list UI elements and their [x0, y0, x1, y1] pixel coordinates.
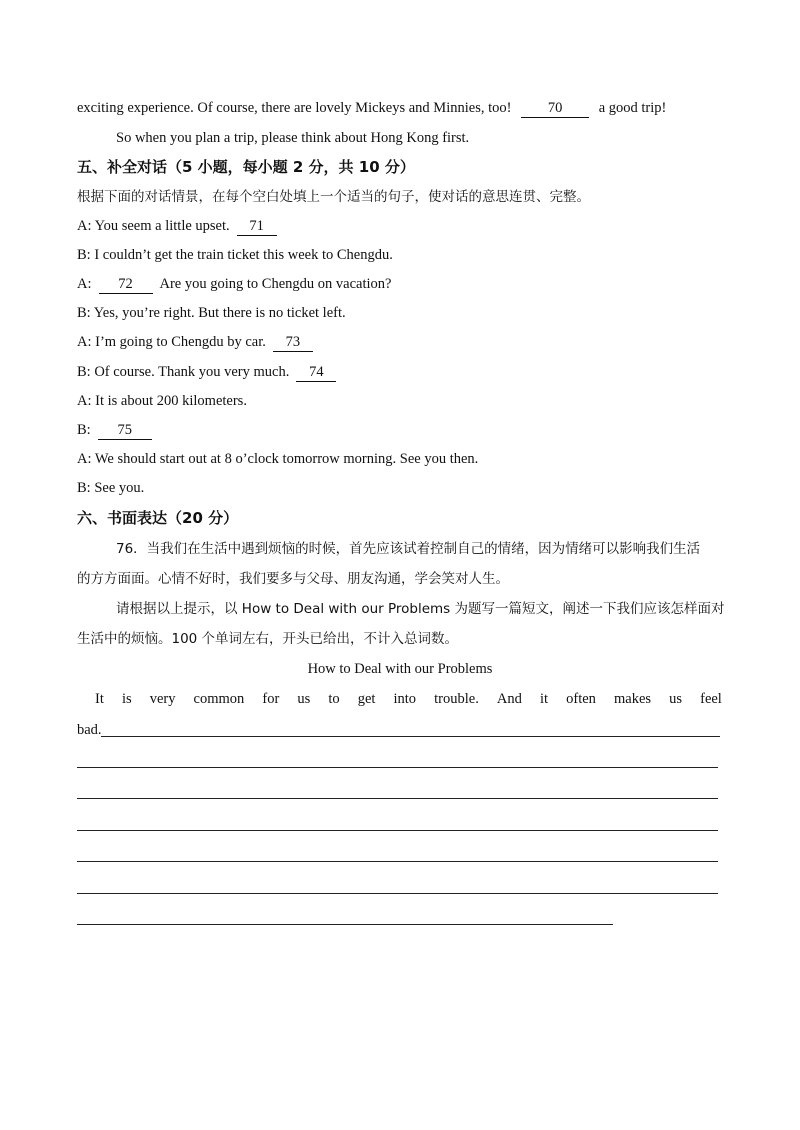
- passage-line-1-tail: a good trip!: [598, 100, 667, 116]
- opening-word: us: [669, 691, 683, 707]
- section6-requirement-line-2: 生活中的烦恼。100 个单词左右，开头已给出，不计入总词数。: [77, 631, 459, 647]
- opening-word: it: [539, 691, 549, 707]
- dialogue-line-text: A:: [77, 276, 92, 292]
- dialogue-line: [77, 391, 247, 411]
- dialogue-line-text: B: Yes, you’re right. But there is no ticket left.: [77, 305, 346, 321]
- answer-blank-71[interactable]: 71: [237, 218, 277, 236]
- dialogue-line-continuation: Are you going to Chengdu on vacation?: [159, 276, 392, 292]
- dialogue-line: [77, 245, 393, 265]
- section6-prompt-line-1: 76．当我们在生活中遇到烦恼的时候，首先应该试着控制自己的情绪，因为情绪可以影响我们生活: [116, 541, 701, 557]
- opening-word: into: [393, 691, 417, 707]
- dialogue-line-text: A: You seem a little upset.: [77, 218, 230, 234]
- dialogue-line: [77, 362, 336, 382]
- opening-word: common: [193, 691, 245, 707]
- opening-word: often: [566, 691, 596, 707]
- opening-word: very: [149, 691, 176, 707]
- opening-word: feel: [700, 691, 722, 707]
- writing-line[interactable]: [77, 924, 613, 925]
- opening-word: It: [95, 691, 104, 707]
- answer-blank-72[interactable]: 72: [99, 276, 153, 294]
- dialogue-line-text: B:: [77, 422, 91, 438]
- dialogue-line-text: A: It is about 200 kilometers.: [77, 393, 247, 409]
- opening-word: makes: [614, 691, 652, 707]
- opening-word: us: [297, 691, 311, 707]
- answer-blank-73[interactable]: 73: [273, 334, 313, 352]
- dialogue-line-text: A: I’m going to Chengdu by car.: [77, 334, 266, 350]
- writing-line[interactable]: [77, 798, 718, 799]
- dialogue-line: [77, 478, 144, 498]
- answer-blank-75[interactable]: 75: [98, 422, 152, 440]
- opening-word: trouble.: [434, 691, 479, 707]
- dialogue-line: [77, 449, 478, 469]
- dialogue-line: [77, 332, 313, 352]
- section6-heading: 六、书面表达（20 分）: [77, 509, 239, 527]
- section6-requirement-line-1: 请根据以上提示，以 How to Deal with our Problems 为题写一篇短文，阐述一下我们应该怎样面对: [116, 601, 725, 617]
- dialogue-line: [77, 420, 152, 440]
- section5-instruction: 根据下面的对话情景，在每个空白处填上一个适当的句子，使对话的意思连贯、完整。: [77, 189, 590, 205]
- opening-word: is: [121, 691, 132, 707]
- opening-word: for: [262, 691, 280, 707]
- blank-70[interactable]: 70: [521, 100, 589, 118]
- dialogue-line: [77, 274, 391, 294]
- essay-title: How to Deal with our Problems: [307, 661, 493, 677]
- writing-line[interactable]: [77, 893, 718, 894]
- writing-line[interactable]: [77, 767, 718, 768]
- essay-opening-end: [77, 720, 102, 740]
- opening-word: And: [496, 691, 522, 707]
- dialogue-line: [77, 303, 346, 323]
- answer-blank-74[interactable]: 74: [296, 364, 336, 382]
- dialogue-line-text: A: We should start out at 8 o’clock tomorrow morning. See you then.: [77, 451, 479, 467]
- passage-line-1-text: exciting experience. Of course, there are lovely Mickeys and Minnies, too!: [77, 100, 512, 116]
- passage-line-2: So when you plan a trip, please think about Hong Kong first.: [116, 130, 470, 146]
- writing-line[interactable]: [101, 736, 720, 737]
- dialogue-line: [77, 216, 277, 236]
- essay-opening-end-word: bad.: [77, 722, 102, 738]
- dialogue-line-text: B: I couldn’t get the train ticket this week to Chengdu.: [77, 247, 393, 263]
- dialogue-line-text: B: See you.: [77, 480, 145, 496]
- opening-word: to: [328, 691, 340, 707]
- essay-opening-line: [95, 689, 722, 709]
- dialogue-line-text: B: Of course. Thank you very much.: [77, 364, 290, 380]
- writing-line[interactable]: [77, 861, 718, 862]
- opening-word: get: [357, 691, 376, 707]
- passage-line-1: [77, 98, 666, 118]
- section5-heading: 五、补全对话（5 小题，每小题 2 分，共 10 分）: [77, 158, 415, 176]
- section6-prompt-line-2: 的方方面面。心情不好时，我们要多与父母、朋友沟通，学会笑对人生。: [77, 571, 509, 587]
- writing-line[interactable]: [77, 830, 718, 831]
